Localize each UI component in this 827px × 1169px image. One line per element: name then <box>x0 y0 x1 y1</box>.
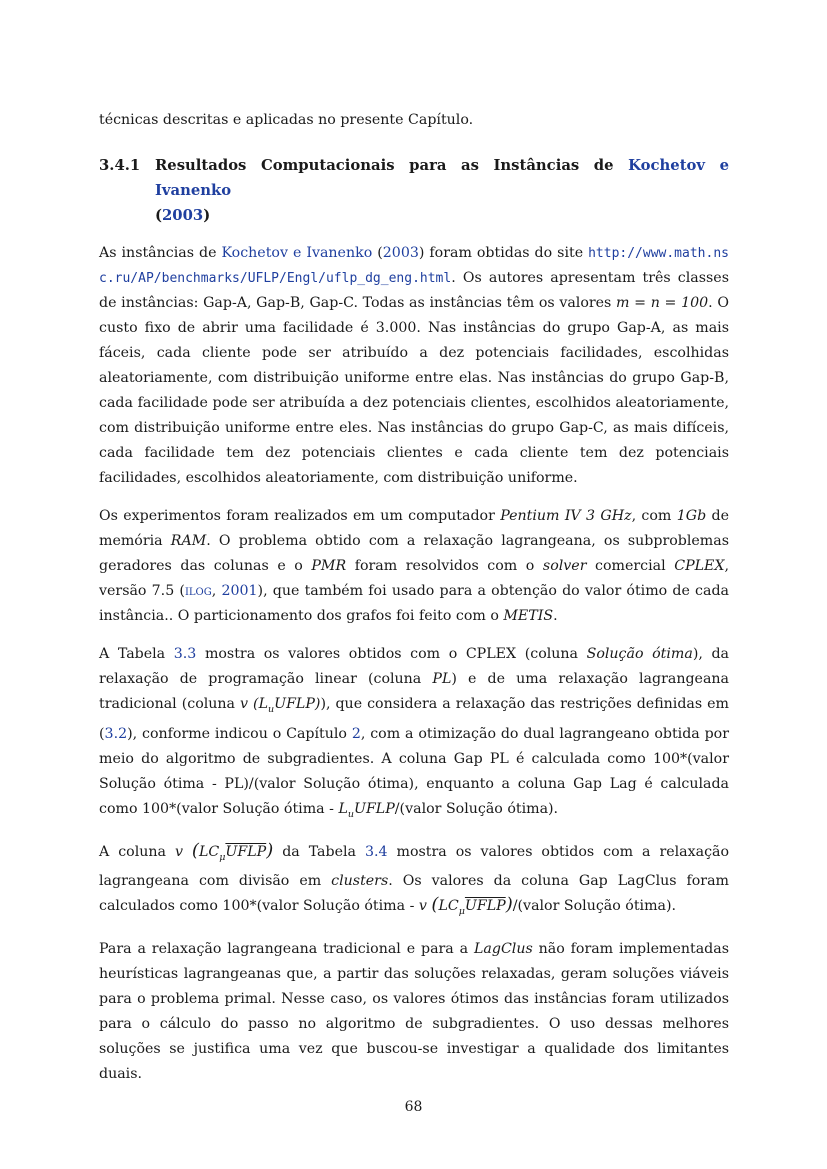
section-ref-year[interactable]: 2003 <box>162 207 204 224</box>
lagclus-term: LagClus <box>473 941 533 958</box>
p1-ref-author[interactable]: Kochetov e Ivanenko <box>221 245 373 261</box>
p3-text-1: A Tabela <box>99 646 166 662</box>
section-heading <box>99 153 729 228</box>
p2-text-7: , versão 7.5 ( <box>99 558 730 599</box>
p3-text-5: ), que considera a relaxação das restrições definidas em ( <box>99 696 729 742</box>
p4-text-1: A coluna <box>99 843 166 860</box>
math-uflp-bar: UFLP <box>225 843 267 860</box>
p3-text-4: ) e de uma relaxação lagrangeana tradicional (coluna <box>99 671 730 712</box>
p5-text-2: não foram implementadas heurísticas lagrangeanas que, a partir das soluções relaxadas, geram soluções viáveis para o problema primal. Nesse caso, os valores ótimos das instâncias foram utilizados para o cálculo do passo no algoritmo de subgradientes. O uso dessas melhores soluções se justifica uma vez que buscou-se investigar a qualidade dos limitantes duais. <box>99 941 729 1083</box>
paragraph-table-3-4 <box>99 840 729 925</box>
p3-text-8: /(valor Solução ótima). <box>394 800 559 817</box>
ref-ilog[interactable]: ilog <box>184 583 212 599</box>
paragraph-instances: As instâncias de Kochetov e Ivanenko (2003) foram obtidas do site http://www.math.nsc.ru/AP/benchmarks/UFLP/Engl/uflp_dg_eng.html. Os autores apresentam três classes de instâncias: Gap-A, Gap-B, Gap-C. Todas as instâncias têm os valores m = n = 100. O custo fixo de abrir uma facilidade é 3.000. Nas instâncias do grupo Gap-A, as mais fáceis, cada cliente pode ser atribuído a dez potenciais facilidades, escolhidas aleatoriamente, com distribuição uniforme entre elas. Nas instâncias do grupo Gap-B, cada facilidade pode ser atribuída a dez potenciais clientes, escolhidos aleatoriamente, com distribuição uniforme entre eles. Nas instâncias do grupo Gap-C, as mais difíceis, cada facilidade tem dez potenciais clientes e cada cliente tem dez potenciais facilidades, escolhidos aleatoriamente, com distribuição uniforme. <box>99 245 729 486</box>
intro-line <box>99 108 729 133</box>
math-sub-mu-2: μ <box>458 906 465 918</box>
page-number: 68 <box>404 1099 423 1115</box>
intro-text: técnicas descritas e aplicadas no presente Capítulo. <box>99 112 474 128</box>
p3-text-6: ), conforme indicou o Capítulo <box>127 725 347 742</box>
p4-text-5: /(valor Solução ótima). <box>512 898 677 915</box>
math-uflp: UFLP <box>274 696 315 712</box>
page-body <box>99 108 729 1087</box>
p2-text-8: ), que também foi usado para a obtenção do valor ótimo de cada instância.. O particionamento dos grafos foi feito com o <box>99 583 729 624</box>
ram-term: RAM <box>170 533 207 549</box>
math-lc: LC <box>198 843 220 860</box>
solver-term: solver <box>542 558 587 574</box>
p3-text-2: mostra os valores obtidos com o CPLEX (coluna <box>204 646 579 662</box>
math-sub-mu: μ <box>219 851 226 863</box>
section-title: Resultados Computacionais para as Instâncias de Kochetov e Ivanenko (2003) <box>155 157 729 224</box>
p4-text-3: mostra os valores obtidos com a relaxação lagrangeana com divisão em <box>99 843 730 890</box>
p4-text-2: da Tabela <box>282 843 356 860</box>
p3-text-3: ), da relaxação de programação linear (coluna <box>99 646 729 687</box>
ref-eq-3-2[interactable]: 3.2 <box>104 725 128 742</box>
p2-text-9: . <box>553 608 558 624</box>
p1-text-1: As instâncias de <box>99 245 217 261</box>
ref-chapter-2[interactable]: 2 <box>351 725 361 742</box>
cpu-name: Pentium IV 3 GHz <box>500 508 632 524</box>
math-uflp-2: UFLP <box>354 800 395 817</box>
ref-table-3-3[interactable]: 3.3 <box>173 646 197 662</box>
p2-text-6: comercial <box>595 558 666 574</box>
math-v-lcmu-uflp-2: v $(LC_\mu UFLP)$ <box>418 894 513 918</box>
p5-text-1: Para a relaxação lagrangeana tradicional e para a <box>99 941 469 958</box>
cplex-term: CPLEX <box>674 558 725 574</box>
p2-text-5: foram resolvidos com o <box>354 558 535 574</box>
math-sub-u: u <box>267 703 275 715</box>
math-v-lcmu-uflp: v $(LC_\mu UFLP)$ <box>174 839 274 863</box>
math-v: v <box>240 696 249 712</box>
paragraph-table-3-3 <box>99 642 729 827</box>
p2-text-3: de memória <box>99 508 729 549</box>
metis-term: METIS <box>503 608 554 624</box>
col-solucao-otima: Solução ótima <box>586 646 693 662</box>
math-l: L <box>258 696 268 712</box>
p1-text-4: . O custo fixo de abrir uma facilidade é 3.000. Nas instâncias do grupo Gap-A, as mais fáceis, cada cliente pode ser atribuído a dez potenciais facilidades, escolhidas aleatoriamente, com distribuição uniforme entre elas. Nas instâncias do grupo Gap-B, cada facilidade pode ser atribuída a dez potenciais clientes, escolhidos aleatoriamente, com distribuição uniforme entre eles. Nas instâncias do grupo Gap-C, as mais difíceis, cada facilidade tem dez potenciais clientes e cada cliente tem dez potenciais facilidades, escolhidos aleatoriamente, com distribuição uniforme. <box>99 295 729 486</box>
math-sub-u-2: u <box>347 808 354 820</box>
section-ref-author[interactable]: Kochetov e Ivanenko <box>155 157 729 199</box>
p1-text-2: foram obtidas do site <box>429 245 584 261</box>
math-uflp-bar-2: UFLP <box>464 898 506 915</box>
p1-math: m = n = 100 <box>616 295 709 311</box>
math-l-2: L <box>338 800 348 817</box>
math-v-2: v <box>174 843 183 860</box>
benchmark-url-link[interactable]: http://www.math.nsc.ru/AP/benchmarks/UFLP/Engl/uflp_dg_eng.html <box>99 246 729 286</box>
math-v-lu-uflp: v $(L_uUFLP)$ <box>240 696 321 715</box>
math-lu-uflp-2 <box>338 800 395 820</box>
p3-text-7: , com a otimização do dual lagrangeano obtida por meio do algoritmo de subgradientes. A coluna Gap PL é calculada como 100*(valor Solução ótima - PL)/(valor Solução ótima), enquanto a coluna Gap Lag é calculada como 100*(valor Solução ótima - <box>99 725 729 817</box>
math-lc-2: LC <box>438 898 459 915</box>
section-title-text: Resultados Computacionais para as Instâncias de <box>155 157 614 174</box>
p2-text-2: , com <box>631 508 672 524</box>
col-pl: PL <box>432 671 452 687</box>
section-number: 3.4.1 <box>99 157 141 174</box>
ref-table-3-4[interactable]: 3.4 <box>364 843 388 860</box>
paragraph-experiments: Os experimentos foram realizados em um computador Pentium IV 3 GHz, com 1Gb de memória RAM. O problema obtido com a relaxação lagrangeana, os subproblemas geradores das colunas e o PMR foram resolvidos com o solver comercial CPLEX, versão 7.5 (ilog, 2001), que também foi usado para a obtenção do valor ótimo de cada instância.. O particionamento dos grafos foi feito com o METIS. <box>99 508 730 624</box>
p2-text-4: . O problema obtido com a relaxação lagrangeana, os subproblemas geradores das colunas e o <box>99 533 729 574</box>
p2-text-1: Os experimentos foram realizados em um computador <box>99 508 495 524</box>
p4-text-4: . Os valores da coluna Gap LagClus foram calculados como 100*(valor Solução ótima - <box>99 873 729 915</box>
math-v-3: v <box>418 898 427 915</box>
p1-ref-year[interactable]: 2003 <box>382 245 419 261</box>
paragraph-heuristics <box>99 937 729 1087</box>
clusters-term: clusters <box>331 873 389 890</box>
pmr-term: PMR <box>311 558 347 574</box>
ref-ilog-year[interactable]: 2001 <box>221 583 258 599</box>
p1-text-3: . Os autores apresentam três classes de instâncias: Gap-A, Gap-B, Gap-C. Todas as instâncias têm os valores <box>99 270 729 311</box>
memory-size: 1Gb <box>676 508 707 524</box>
